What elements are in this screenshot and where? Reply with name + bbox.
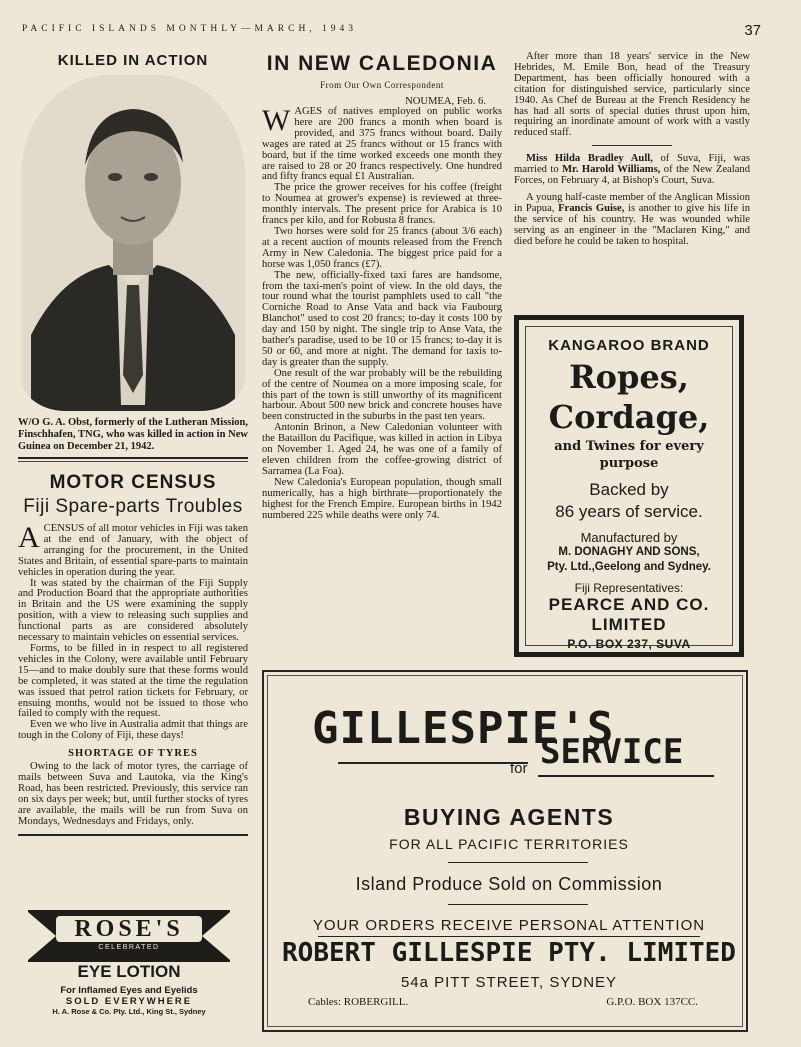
column-right <box>514 52 750 248</box>
company-address: 54a PITT STREET, SYDNEY <box>400 974 618 991</box>
nc-paragraph-4: The new, officially-fixed taxi fares are handsome, from the taxi-men's point of view. In the old days, the tour round what the tourist pamphlets used to call "the Corniche Road to Anse Vata and back via Faubourg Blanchot" used to cost 20 francs; to-day it costs 100 by day and 150 by night. The single trip to Anse Vata, the bather's paradise, used to be 10 or 15 francs; to-day it is 50 or 60, and more at night. The demand for taxis to-day is greater than the supply. <box>262 269 502 368</box>
nc-paragraph-6: Antonin Brinon, a New Caledonian volunteer with the Bataillon du Pacifique, was killed in action in Libya on November 1. Aged 24, he was one of a family of eleven children from the coffee-growing district of Sarramea (La Foa). <box>262 422 502 477</box>
roses-line-1: For Inflamed Eyes and Eyelids <box>60 985 198 996</box>
roses-line-3: H. A. Rose & Co. Pty. Ltd., King St., Sydney <box>52 1007 206 1016</box>
motor-paragraph-4: Even we who live in Australia admit that things are tough in the Colony of Fiji, these days! <box>18 719 248 742</box>
motor-paragraph-5: Owing to the lack of motor tyres, the carriage of mails between Suva and Lautoka, via the King's Road, has been restricted. Previously, this service ran on six days per week; but, until further stocks of tyres are available, the mails will be run from Suva on Mondays, Wednesdays and Fridays, only. <box>18 761 248 827</box>
cordage-text: Cordage, <box>548 398 710 436</box>
running-header <box>22 24 762 46</box>
for-text: for <box>510 760 528 777</box>
roses-eye-lotion-ad <box>28 910 230 1018</box>
portrait-photo <box>21 75 245 411</box>
kangaroo-brand-ad <box>514 315 744 657</box>
bon-paragraph: After more than 18 years' service in the New Hebrides, M. Emile Bon, head of the Treasury Department, has been officially honoured with a citation for distinguished service, particularly since 1940. As Chef de Bureau at the French Residency he has had all sorts of special duties thrust upon him, requiring an inordinate amount of work with a vastly reduced staff. <box>514 51 750 139</box>
motor-paragraph-2: It was stated by the chairman of the Fiji Supply and Production Board that the appropriate authorities in Britain and the US were examining the supply position, with a view to releasing such supplies and functional parts as are considered absolutely necessary to maintain vehicles on essential services. <box>18 577 248 644</box>
gillespie-name: GILLESPIE'S <box>312 703 615 754</box>
twines-text: and Twines for every purpose <box>554 439 704 471</box>
divider <box>448 862 588 863</box>
running-title: PACIFIC ISLANDS MONTHLY—MARCH, 1943 <box>22 24 358 34</box>
ropes-text: Ropes, <box>569 358 689 396</box>
nc-paragraph-5: One result of the war probably will be the rebuilding of the centre of Noumea on a more imposing scale, for this part of the town is still unworthy of its magnificent harbour. About 500 new brick and concrete houses have been constructed in the suburbs in the past ten years. <box>262 367 502 423</box>
page-number: 37 <box>744 22 761 39</box>
nc-paragraph-3: Two horses were sold for 25 francs (about 3/6 each) at a recent auction of mounts released from the French Army in New Caledonia. The biggest price paid for a horse was 1,050 francs (£7). <box>262 225 502 270</box>
fiji-representatives: Fiji Representatives: <box>574 581 684 595</box>
rep-address: P.O. BOX 237, SUVA <box>567 637 691 651</box>
roses-name: ROSE'S <box>56 916 202 942</box>
gpo-box: G.P.O. BOX 137CC. <box>606 996 698 1008</box>
roses-celebrated: CELEBRATED <box>98 944 160 951</box>
for-all-territories: FOR ALL PACIFIC TERRITORIES <box>389 836 629 852</box>
column-middle <box>262 52 502 521</box>
dateline: NOUMEA, Feb. 6. <box>405 96 486 107</box>
drop-cap: A <box>18 521 40 554</box>
drop-cap: W <box>262 104 291 137</box>
byline: From Our Own Correspondent <box>320 80 444 90</box>
maker-line-2: Pty. Ltd.,Geelong and Sydney. <box>547 561 711 573</box>
divider <box>18 834 248 836</box>
divider <box>538 775 714 777</box>
motor-census-heading: MOTOR CENSUS <box>49 472 217 493</box>
tyres-subheading: SHORTAGE OF TYRES <box>68 748 198 760</box>
guise-paragraph: A young half-caste member of the Anglican Mission in Papua, Francis Guise, is another to give his life in the service of his country. He was wounded while serving as an engineer in the "Maclaren King," and died before he could be taken to hospital. <box>514 191 750 247</box>
divider <box>318 936 700 937</box>
island-produce: Island Produce Sold on Commission <box>355 874 663 894</box>
divider <box>448 904 588 905</box>
your-orders: YOUR ORDERS RECEIVE PERSONAL ATTENTION <box>312 917 706 934</box>
divider <box>18 461 248 462</box>
aull-paragraph: Miss Hilda Bradley Aull, of Suva, Fiji, was married to Mr. Harold Williams, of the New Zealand Forces, on February 4, at Bishop's Court, Suva. <box>514 153 751 187</box>
divider <box>592 145 672 146</box>
nc-paragraph-2: The price the grower receives for his coffee (freight to Noumea at grower's expense) is reviewed at three-monthly intervals. The present price for Arabica is 10 francs per kilo, and for Robusta 8 francs. <box>262 182 502 227</box>
backed-by: Backed by <box>589 480 669 499</box>
nc-paragraph-7: New Caledonia's European population, though small numerically, has a high birthrate—proportionately the highest for the French Empire. European births in 1942 numbered 225 while deaths were only 74. <box>262 476 502 521</box>
buying-agents: BUYING AGENTS <box>403 804 615 830</box>
photo-caption: W/O G. A. Obst, formerly of the Lutheran Mission, Finschhafen, TNG, who was killed in action in New Guinea on December 21, 1942. <box>18 417 248 452</box>
motor-paragraph-1: ACENSUS of all motor vehicles in Fiji was taken at the end of January, with the object of arranging for the procurement, in the United States and Britain, of essential spare-parts to maintain vehicles in operation during the year. <box>18 521 248 578</box>
ad-inner-border <box>525 326 733 651</box>
roses-banner <box>28 910 230 962</box>
ad-inner-border <box>267 675 743 1027</box>
new-caledonia-heading: IN NEW CALEDONIA <box>266 52 498 75</box>
motor-paragraph-3: Forms, to be filled in in respect to all registered vehicles in the Colony, were available until February 15—and to make doubly sure that these forms would be completed, it was stated at the time the regulation was issued that petrol ration tickets for February, or ensuing months, would not be issued to those who failed to comply with the request. <box>18 642 248 720</box>
service-text: SERVICE <box>540 732 684 772</box>
kangaroo-brand: KANGAROO BRAND <box>548 337 710 354</box>
rep-name: PEARCE AND CO. <box>548 595 710 614</box>
portrait-illustration <box>21 75 245 411</box>
fiji-subheading: Fiji Spare-parts Troubles <box>23 496 243 517</box>
killed-heading: KILLED IN ACTION <box>57 52 209 69</box>
rep-limited: LIMITED <box>591 615 667 634</box>
roses-product: EYE LOTION <box>77 962 181 981</box>
maker-line-1: M. DONAGHY AND SONS, <box>558 546 700 558</box>
cables: Cables: ROBERGILL. <box>308 996 409 1008</box>
column-left <box>18 52 248 838</box>
manufactured-by: Manufactured by <box>580 530 678 545</box>
roses-line-2: SOLD EVERYWHERE <box>65 996 193 1007</box>
years-of-service: 86 years of service. <box>555 502 703 521</box>
nc-paragraph-1: WAGES of natives employed on public works here are 200 francs a month when board is provided, and 375 francs without board. Daily wages are rated at 25 francs without or 15 francs with board, but if the time worked exceeds one month they are raised to 28 or 20 francs respectively. One hundred and fifty francs equal £1 Australian. <box>262 104 502 183</box>
divider <box>18 457 248 459</box>
company-name: ROBERT GILLESPIE PTY. LIMITED <box>282 938 736 968</box>
divider <box>338 762 528 764</box>
gillespie-service-ad <box>262 670 748 1032</box>
